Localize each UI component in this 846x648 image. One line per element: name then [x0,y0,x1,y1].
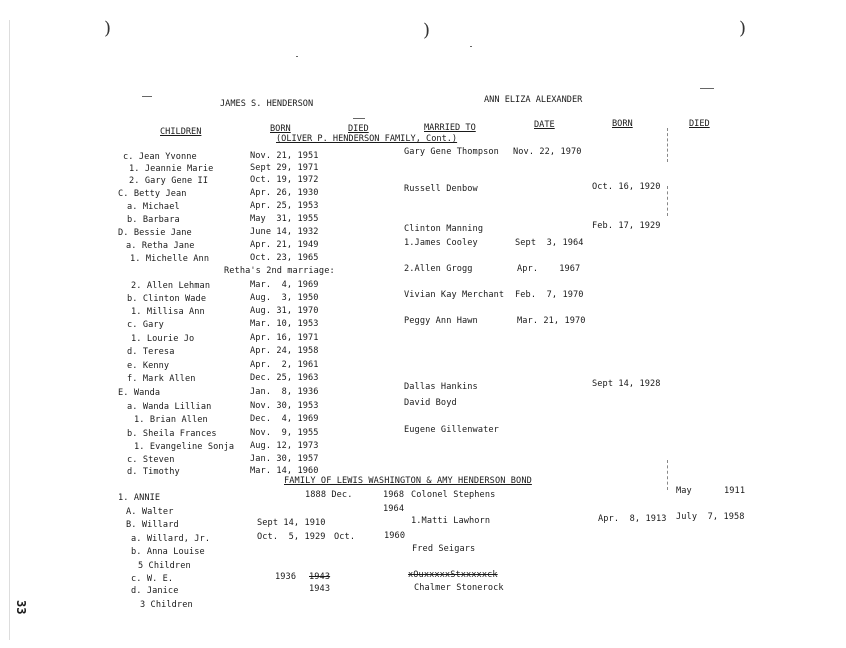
row-died-year: 1960 [384,531,406,541]
row-spouse-born: May [676,486,692,496]
row-name: 1. Michelle Ann [130,254,210,264]
row-spouse-born: Oct. 16, 1920 [592,182,661,192]
row-spouse-born: Feb. 17, 1929 [592,221,661,231]
row-married-struck: xOuxxxxxStxxxxxck [408,570,498,580]
row-born: Mar. 14, 1960 [250,466,319,476]
husband-name: JAMES S. HENDERSON [220,99,314,109]
row-married: David Boyd [404,398,457,408]
row-born: Apr. 21, 1949 [250,240,319,250]
col-spouse-died: DIED [689,119,710,129]
binder-mark-right: ) [739,18,747,39]
row-born: Aug. 31, 1970 [250,306,319,316]
row-born: Oct. 19, 1972 [250,175,319,185]
row-name: c. Steven [127,455,175,465]
col-children: CHILDREN [160,127,202,137]
section-title: FAMILY OF LEWIS WASHINGTON & AMY HENDERSON BOND [284,476,532,486]
row-name: B. Willard [126,520,179,530]
row-date: Feb. 7, 1970 [515,290,584,300]
row-born: Apr. 2, 1961 [250,360,319,370]
row-spouse-born-year: 1911 [724,486,746,496]
scan-line [667,186,668,216]
row-name: a. Willard, Jr. [131,534,211,544]
row-born: Sept 14, 1910 [257,518,326,528]
row-born: Retha's 2nd marriage: [224,266,335,276]
row-married: Dallas Hankins [404,382,478,392]
row-name: e. Kenny [127,361,170,371]
row-name: a. Wanda Lillian [127,402,212,412]
row-born: Jan. 8, 1936 [250,387,319,397]
row-spouse-born: Apr. 8, 1913 [598,514,667,524]
row-born: 1888 Dec. [305,490,353,500]
row-died: Oct. [334,532,356,542]
row-spouse-died: July 7, 1958 [676,512,745,522]
row-born: 1936 [275,572,297,582]
row-date: Apr. 1967 [517,264,581,274]
binder-mark-left: ) [104,18,112,39]
row-born: Nov. 9, 1955 [250,428,319,438]
row-born: Apr. 16, 1971 [250,333,319,343]
row-married: Russell Denbow [404,184,478,194]
row-born: Jan. 30, 1957 [250,454,319,464]
row-married: Eugene Gillenwater [404,425,499,435]
scan-edge [9,20,10,640]
row-name: c. W. E. [131,574,174,584]
row-born: Oct. 5, 1929 [257,532,326,542]
row-date: Sept 3, 1964 [515,238,584,248]
row-name: E. Wanda [118,388,161,398]
row-name: d. Teresa [127,347,175,357]
row-name: 1. Millisa Ann [131,307,205,317]
row-married: Colonel Stephens [411,490,496,500]
row-name: 2. Gary Gene II [129,176,209,186]
speck [296,56,298,57]
row-name: d. Janice [131,586,179,596]
binder-mark-center: ) [423,20,431,41]
row-born: Sept 29, 1971 [250,163,319,173]
col-married-to: MARRIED TO [424,123,476,133]
col-died: DIED [348,124,369,134]
row-name: d. Timothy [127,467,180,477]
scan-line [667,128,668,162]
row-name: 1. ANNIE [118,493,161,503]
row-name: c. Gary [127,320,164,330]
row-born: Oct. 23, 1965 [250,253,319,263]
speck [700,88,714,89]
speck [353,118,365,119]
row-name: 1. Jeannie Marie [129,164,214,174]
col-spouse-born: BORN [612,119,633,129]
scan-line [667,460,668,490]
speck [470,46,472,47]
row-married: Gary Gene Thompson [404,147,499,157]
row-note: 3 Children [140,600,193,610]
row-date: Nov. 22, 1970 [513,147,582,157]
row-name: a. Retha Jane [126,241,195,251]
row-name: a. Michael [127,202,180,212]
speck [142,96,152,97]
row-born: Mar. 4, 1969 [250,280,319,290]
row-born: May 31, 1955 [250,214,319,224]
row-married: Chalmer Stonerock [414,583,504,593]
row-born: Mar. 10, 1953 [250,319,319,329]
row-name: c. Jean Yvonne [123,152,197,162]
row-married: Clinton Manning [404,224,484,234]
row-name: b. Anna Louise [131,547,205,557]
wife-name: ANN ELIZA ALEXANDER [484,95,583,105]
row-married: Peggy Ann Hawn [404,316,478,326]
row-name: 1. Evangeline Sonja [134,442,235,452]
row-year: 1943 [309,584,331,594]
row-name: C. Betty Jean [118,189,187,199]
row-born: Dec. 25, 1963 [250,373,319,383]
row-name: 2. Allen Lehman [131,281,211,291]
row-name: b. Clinton Wade [127,294,207,304]
row-born: Apr. 25, 1953 [250,201,319,211]
row-married: Fred Seigars [412,544,476,554]
row-died: 1968 [383,490,405,500]
row-born: Aug. 3, 1950 [250,293,319,303]
family-subtitle: (OLIVER P. HENDERSON FAMILY, Cont.) [276,134,458,144]
row-married: 1.James Cooley [404,238,478,248]
row-born: Apr. 24, 1958 [250,346,319,356]
row-died: 1964 [383,504,405,514]
row-born: Nov. 30, 1953 [250,401,319,411]
col-born: BORN [270,124,291,134]
row-name: D. Bessie Jane [118,228,192,238]
row-married: Vivian Kay Merchant [404,290,505,300]
row-died-struck: 1943 [309,572,331,582]
row-date: Mar. 21, 1970 [517,316,586,326]
row-spouse-born: Sept 14, 1928 [592,379,661,389]
row-born: June 14, 1932 [250,227,319,237]
page-number: 33 [14,600,28,615]
row-name: 1. Lourie Jo [131,334,195,344]
row-note: 5 Children [138,561,191,571]
col-date: DATE [534,120,555,130]
row-married: 1.Matti Lawhorn [411,516,491,526]
row-name: b. Sheila Frances [127,429,217,439]
row-name: f. Mark Allen [127,374,196,384]
row-name: 1. Brian Allen [134,415,208,425]
row-born: Nov. 21, 1951 [250,151,319,161]
row-born: Apr. 26, 1930 [250,188,319,198]
row-born: Dec. 4, 1969 [250,414,319,424]
row-name: b. Barbara [127,215,180,225]
row-born: Aug. 12, 1973 [250,441,319,451]
row-married: 2.Allen Grogg [404,264,473,274]
row-name: A. Walter [126,507,174,517]
